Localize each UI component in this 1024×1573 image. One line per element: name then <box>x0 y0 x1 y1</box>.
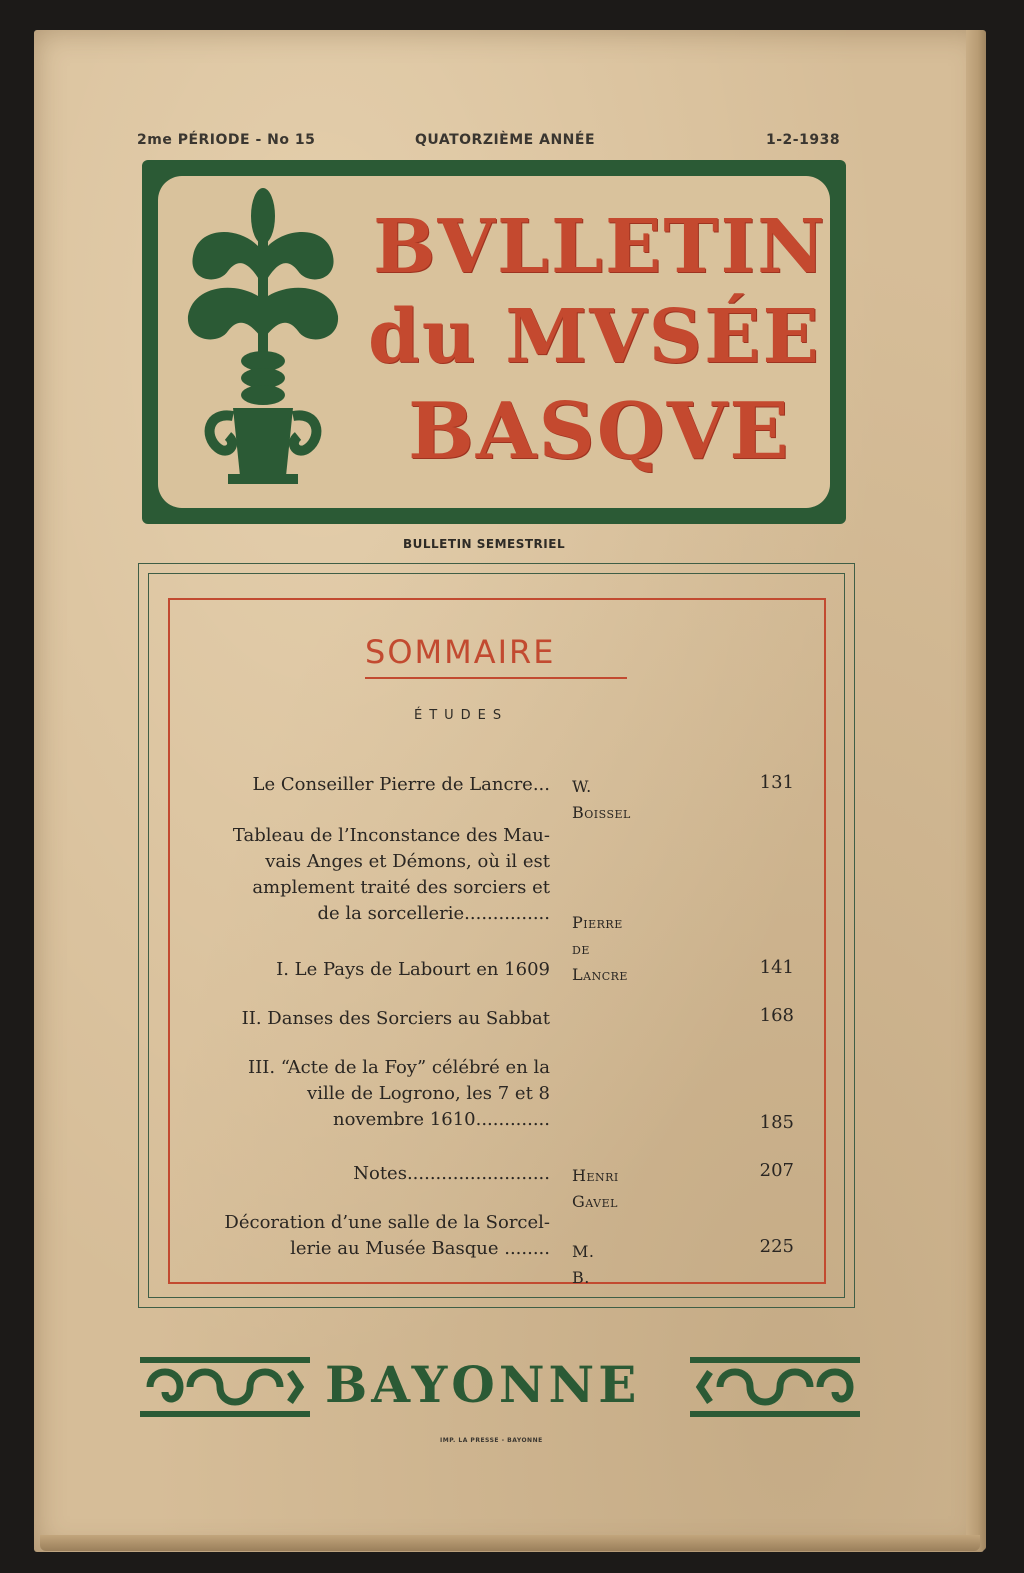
toc-entry-line: novembre 1610............. <box>332 1109 550 1130</box>
toc-entry-author: W. Boissel <box>572 777 631 822</box>
toc-entry-title: Le Conseiller Pierre de Lancre... <box>252 774 550 795</box>
toc-entry-author: Henri Gavel <box>572 1166 619 1211</box>
toc-entry-title: Notes......................... <box>353 1163 550 1184</box>
plant-vase-emblem <box>178 186 348 496</box>
title-banner-inner <box>158 176 830 508</box>
toc-entry-line: ville de Logrono, les 7 et 8 <box>307 1083 550 1104</box>
toc-entry-line: amplement traité des sorciers et <box>252 877 550 898</box>
sommaire-heading: SOMMAIRE <box>365 633 556 671</box>
toc-entry-page: 168 <box>759 1005 794 1026</box>
toc-entry-page: 141 <box>759 957 794 978</box>
ornament-right-icon <box>690 1357 860 1417</box>
toc-entry-line: Décoration d’une salle de la Sorcel- <box>224 1212 550 1233</box>
title-line-bulletin: BVLLETIN <box>373 204 827 290</box>
title-line-musee: du MVSÉE <box>368 294 821 380</box>
imprint: IMP. LA PRESSE - BAYONNE <box>440 1437 543 1444</box>
toc-entry-line: lerie au Musée Basque ........ <box>290 1238 550 1259</box>
toc-entry-line: de la sorcellerie............... <box>317 903 550 924</box>
title-banner <box>142 160 846 524</box>
ornament-left-icon <box>140 1357 310 1417</box>
issue-date: 1-2-1938 <box>766 132 841 148</box>
toc-entry-title: I. Le Pays de Labourt en 1609 <box>276 959 550 980</box>
cover-bottom-edge <box>40 1535 980 1551</box>
title-line-basque: BASQVE <box>408 386 791 477</box>
toc-entry-line: Tableau de l’Inconstance des Mau- <box>232 825 550 846</box>
toc-entry-title <box>200 823 550 927</box>
toc-entry-page: 131 <box>759 772 794 793</box>
toc-entry-page: 207 <box>759 1160 794 1181</box>
toc-entry-author: Pierre de Lancre <box>572 913 628 984</box>
subtitle: BULLETIN SEMESTRIEL <box>403 537 566 551</box>
issue-year: QUATORZIÈME ANNÉE <box>415 132 596 148</box>
toc-entry-line: III. “Acte de la Foy” célébré en la <box>248 1057 550 1078</box>
city-name: BAYONNE <box>325 1355 641 1414</box>
toc-entry-page: 185 <box>759 1112 794 1133</box>
issue-period: 2me PÉRIODE - No 15 <box>137 132 316 148</box>
toc-entry-author: M. B. <box>572 1242 595 1287</box>
toc-entry-title <box>200 1055 550 1133</box>
cover-edge <box>966 30 986 1550</box>
toc-entry-title <box>200 1210 550 1262</box>
toc-entry-page: 225 <box>759 1236 794 1257</box>
section-etudes: ÉTUDES <box>414 708 509 723</box>
toc-entry-line: vais Anges et Démons, où il est <box>265 851 550 872</box>
sommaire-underline <box>365 677 627 679</box>
toc-entry-title: II. Danses des Sorciers au Sabbat <box>241 1008 550 1029</box>
